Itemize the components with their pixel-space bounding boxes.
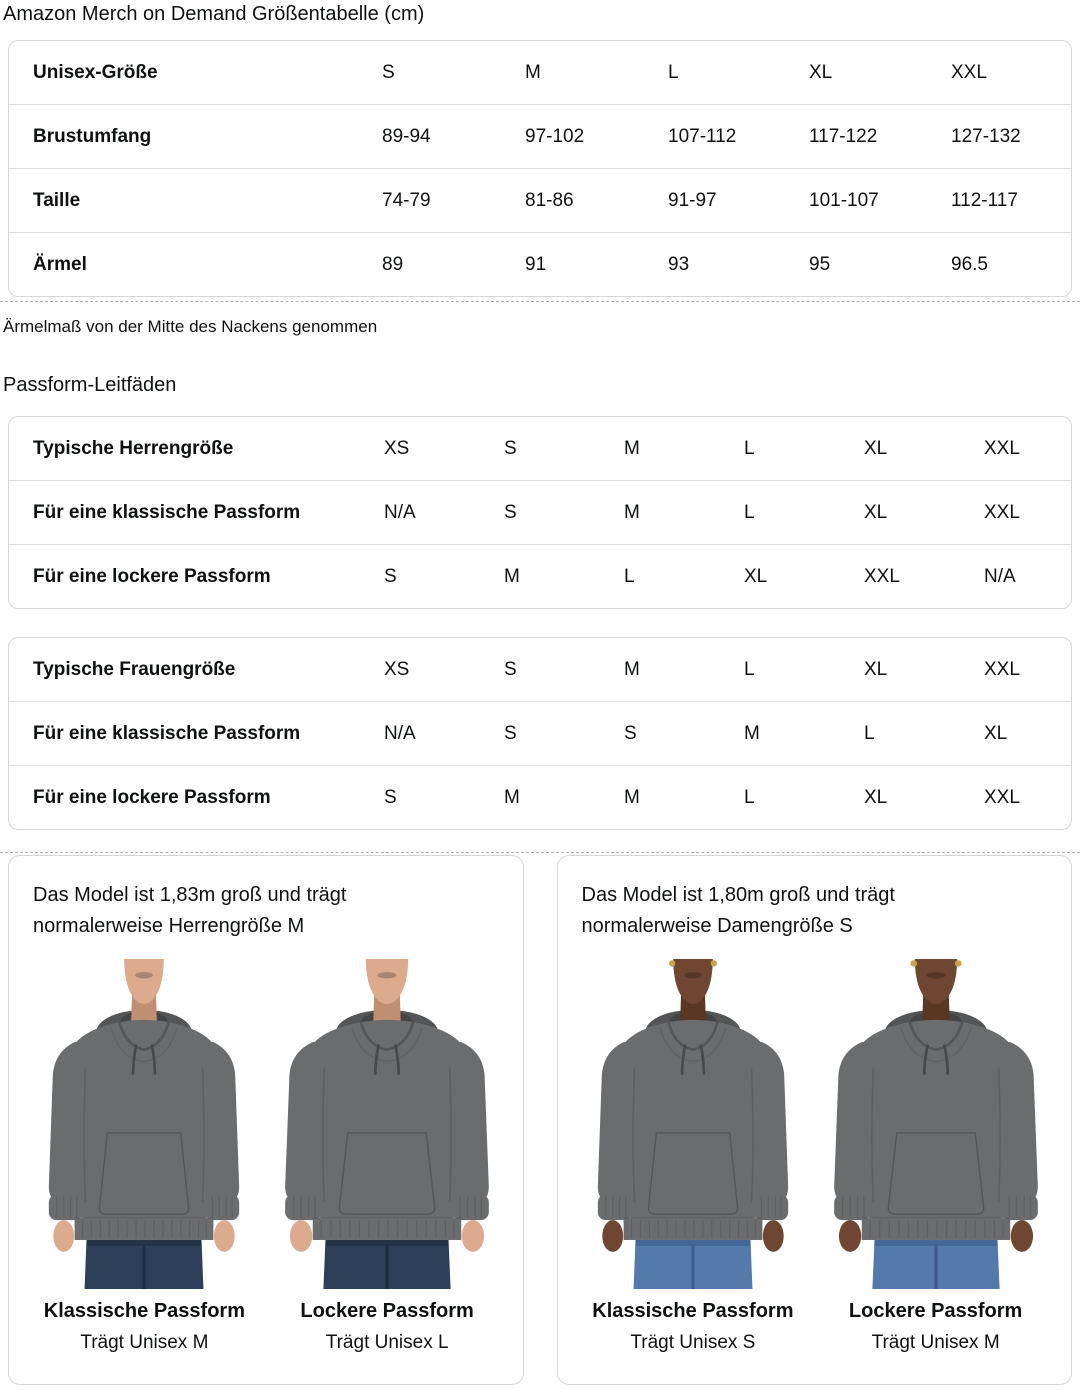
size-cell: XXL [984, 658, 1020, 680]
male-model-loose-photo [273, 959, 501, 1289]
figures-row [572, 959, 1058, 1354]
hoodie-figure-icon [822, 959, 1050, 1289]
fit-caption: Lockere Passform [848, 1300, 1023, 1322]
size-cell: S [382, 61, 395, 83]
size-cell: 93 [668, 253, 690, 275]
model-cards [8, 855, 1072, 1385]
table-row [9, 41, 1071, 104]
fit-caption: Klassische Passform [43, 1300, 245, 1322]
size-cell: S [504, 658, 517, 680]
figures-row [23, 959, 509, 1354]
size-cell: 95 [809, 253, 831, 275]
size-cell: L [744, 658, 755, 680]
row-label: Typische Frauengröße [33, 658, 236, 680]
size-cell: L [864, 722, 875, 744]
row-label: Unisex-Größe [33, 61, 158, 83]
size-cell: XL [864, 437, 888, 459]
table-row [9, 232, 1071, 296]
page-title: Amazon Merch on Demand Größentabelle (cm) [3, 3, 425, 25]
size-cell: 97-102 [525, 125, 585, 147]
size-caption: Trägt Unisex S [630, 1332, 756, 1353]
size-cell: 91-97 [668, 189, 717, 211]
size-cell: XL [809, 61, 833, 83]
row-label: Brustumfang [33, 125, 152, 147]
row-label: Für eine lockere Passform [33, 786, 271, 808]
fit-caption: Klassische Passform [592, 1300, 794, 1322]
fit-guides-heading: Passform-Leitfäden [3, 374, 177, 396]
size-cell: M [504, 565, 520, 587]
size-cell: S [504, 722, 517, 744]
mens-fit-table [8, 416, 1072, 609]
size-cell: 89 [382, 253, 404, 275]
size-cell: S [504, 437, 517, 459]
size-cell: XL [864, 786, 888, 808]
size-cell: M [624, 437, 640, 459]
hoodie-figure-icon [273, 959, 501, 1289]
size-cell: N/A [384, 722, 416, 744]
figure-loose-fit [266, 959, 509, 1354]
size-cell: L [744, 437, 755, 459]
figure-classic-fit [572, 959, 815, 1354]
size-cell: L [744, 786, 755, 808]
table-row [9, 638, 1071, 701]
model-description-line1: Das Model ist 1,83m groß und trägt [33, 884, 347, 906]
size-cell: 117-122 [809, 125, 878, 147]
hoodie-figure-icon [579, 959, 807, 1289]
size-cell: M [504, 786, 520, 808]
row-label: Für eine klassische Passform [33, 501, 301, 523]
size-cell: M [525, 61, 541, 83]
figure-classic-fit [23, 959, 266, 1354]
size-cell: XL [984, 722, 1008, 744]
table-row [9, 168, 1071, 232]
size-cell: XXL [984, 437, 1020, 459]
size-cell: S [504, 501, 517, 523]
female-model-classic-photo [579, 959, 807, 1289]
table-row [9, 701, 1071, 765]
size-cell: XXL [984, 501, 1020, 523]
size-cell: L [668, 61, 679, 83]
size-cell: S [384, 565, 397, 587]
model-description-line2: normalerweise Herrengröße M [33, 915, 305, 937]
size-cell: 96.5 [951, 253, 988, 275]
size-cell: 91 [525, 253, 547, 275]
dotted-divider [0, 301, 1080, 302]
size-cell: 74-79 [382, 189, 431, 211]
size-cell: M [624, 786, 640, 808]
hoodie-figure-icon [30, 959, 258, 1289]
size-caption: Trägt Unisex L [325, 1332, 449, 1353]
size-cell: XS [384, 658, 410, 680]
table-row [9, 104, 1071, 168]
row-label: Für eine klassische Passform [33, 722, 301, 744]
measure-note: Ärmelmaß von der Mitte des Nackens genommen [3, 317, 378, 336]
size-cell: L [744, 501, 755, 523]
womens-fit-table [8, 637, 1072, 830]
size-cell: 81-86 [525, 189, 574, 211]
size-cell: XXL [951, 61, 987, 83]
size-cell: XS [384, 437, 410, 459]
size-cell: XL [864, 501, 888, 523]
size-caption: Trägt Unisex M [871, 1332, 1000, 1353]
size-cell: XXL [984, 786, 1020, 808]
size-cell: XL [864, 658, 888, 680]
model-card-men [8, 855, 524, 1385]
female-model-loose-photo [822, 959, 1050, 1289]
fit-caption: Lockere Passform [300, 1300, 474, 1322]
row-label: Ärmel [33, 253, 87, 275]
size-cell: 101-107 [809, 189, 879, 211]
size-cell: S [384, 786, 397, 808]
size-cell: 127-132 [951, 125, 1021, 147]
size-table [8, 40, 1072, 297]
size-cell: N/A [984, 565, 1016, 587]
model-description [582, 880, 1058, 942]
row-label: Taille [33, 189, 81, 211]
size-cell: XXL [864, 565, 900, 587]
table-row [9, 544, 1071, 608]
size-cell: 112-117 [951, 189, 1018, 211]
size-cell: XL [744, 565, 768, 587]
size-cell: 89-94 [382, 125, 431, 147]
male-model-classic-photo [30, 959, 258, 1289]
model-card-women [557, 855, 1073, 1385]
size-cell: M [624, 501, 640, 523]
table-row [9, 480, 1071, 544]
row-label: Für eine lockere Passform [33, 565, 271, 587]
size-cell: L [624, 565, 635, 587]
table-row [9, 765, 1071, 829]
model-description [33, 880, 509, 942]
size-cell: S [624, 722, 637, 744]
size-cell: M [624, 658, 640, 680]
row-label: Typische Herrengröße [33, 437, 234, 459]
size-cell: 107-112 [668, 125, 737, 147]
size-cell: N/A [384, 501, 416, 523]
size-cell: M [744, 722, 760, 744]
figure-loose-fit [814, 959, 1057, 1354]
table-row [9, 417, 1071, 480]
dotted-divider [0, 852, 1080, 853]
model-description-line2: normalerweise Damengröße S [581, 915, 853, 937]
model-description-line1: Das Model ist 1,80m groß und trägt [581, 884, 895, 906]
size-caption: Trägt Unisex M [80, 1332, 209, 1353]
